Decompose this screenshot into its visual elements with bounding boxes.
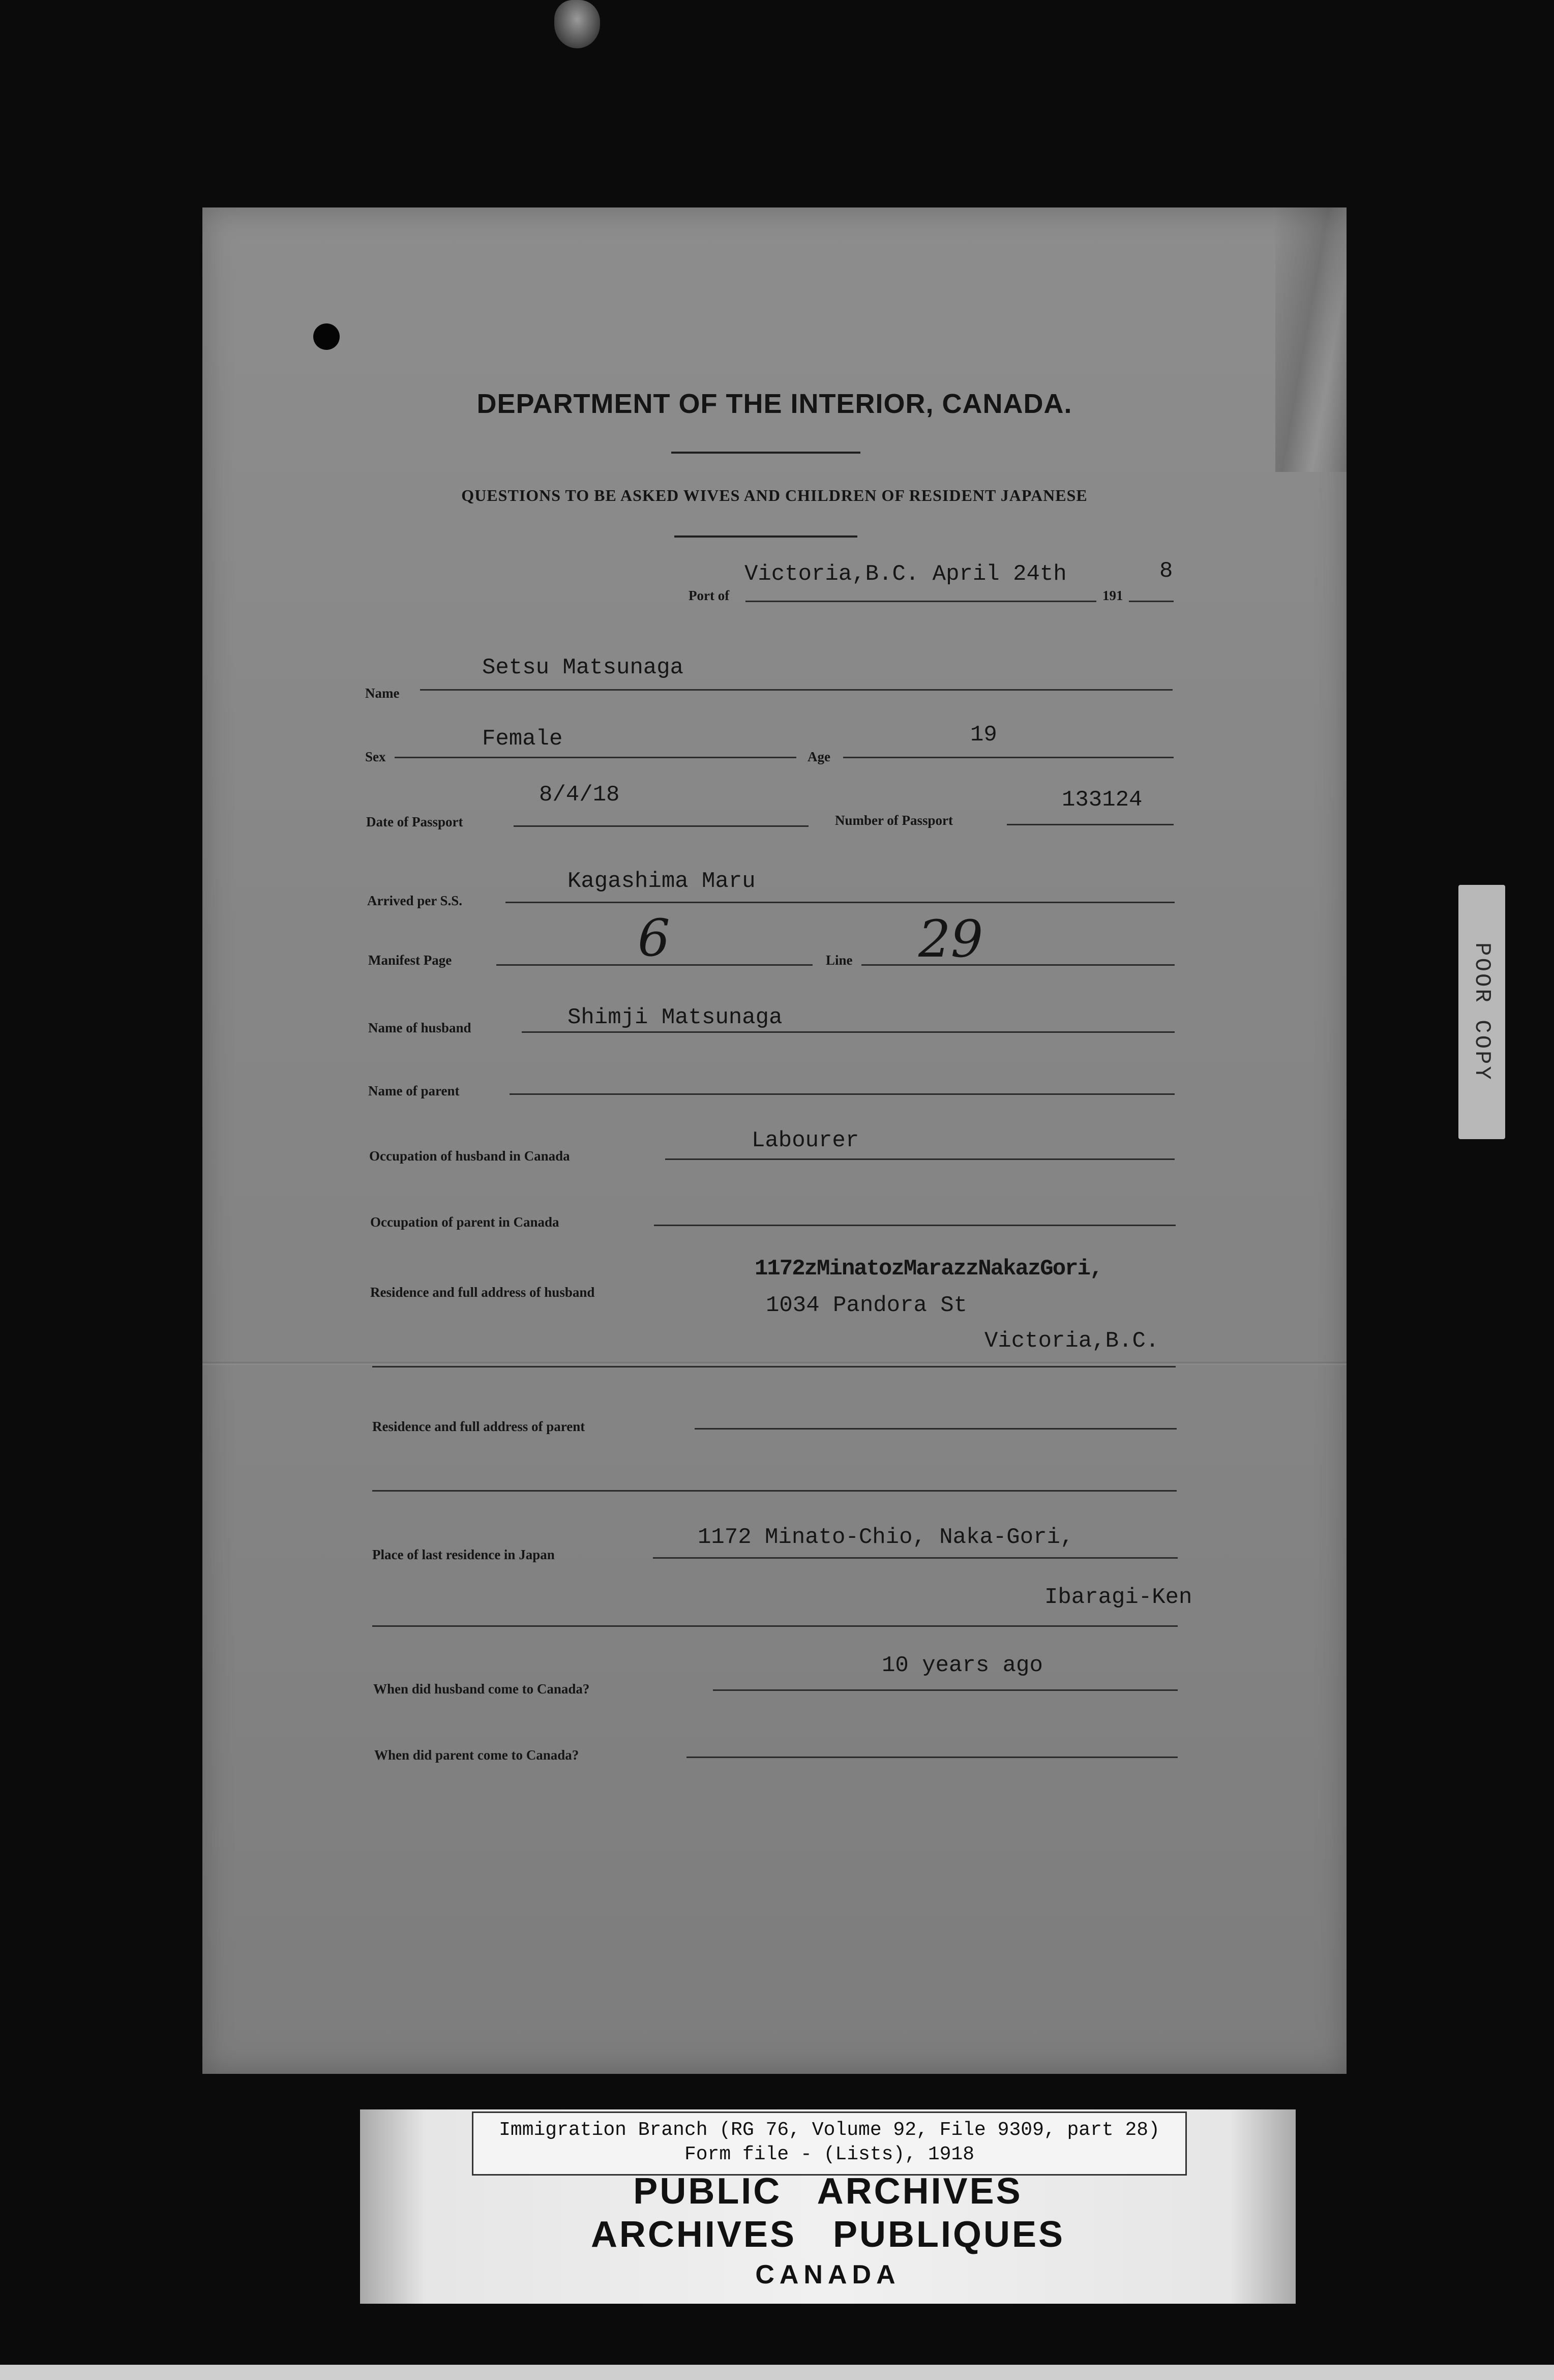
title-rule	[671, 452, 860, 454]
sex-line	[395, 757, 796, 758]
manifest-page-value: 6	[638, 908, 670, 968]
year-line	[1129, 601, 1174, 602]
residence-parent-label: Residence and full address of parent	[372, 1419, 585, 1434]
questions-title: QUESTIONS TO BE ASKED WIVES AND CHILDREN OF RESIDENT JAPANESE	[461, 486, 1088, 504]
husband-came-label: When did husband come to Canada?	[373, 1681, 590, 1697]
page-fold	[202, 1362, 1347, 1365]
residence-husband-struck: 1172zMinatozMarazzNakazGori,	[755, 1256, 1102, 1282]
parent-came-label: When did parent come to Canada?	[374, 1747, 579, 1763]
residence-husband-line2: Victoria,B.C.	[984, 1328, 1159, 1354]
line-value: 29	[918, 909, 983, 969]
line-line	[861, 964, 1175, 966]
occupation-husband-value: Labourer	[752, 1128, 859, 1153]
name-label: Name	[365, 686, 400, 701]
residence-husband-label: Residence and full address of husband	[370, 1285, 595, 1300]
arrived-line	[505, 902, 1175, 903]
age-line	[843, 757, 1174, 758]
sex-label: Sex	[365, 749, 386, 764]
parent-name-label: Name of parent	[368, 1083, 460, 1098]
husband-came-line	[713, 1689, 1178, 1691]
age-label: Age	[808, 749, 830, 764]
port-label: Port of	[689, 588, 730, 603]
last-residence-line-b	[372, 1625, 1178, 1627]
residence-parent-line1	[695, 1428, 1177, 1430]
occupation-husband-line	[665, 1158, 1175, 1160]
last-residence-line2: Ibaragi-Ken	[1044, 1585, 1192, 1610]
husband-came-value: 10 years ago	[882, 1653, 1043, 1678]
age-value: 19	[970, 722, 997, 748]
last-residence-label: Place of last residence in Japan	[372, 1547, 555, 1562]
punch-hole	[313, 323, 340, 350]
residence-parent-line2	[372, 1490, 1177, 1492]
occupation-parent-line	[654, 1225, 1176, 1226]
archive-reference-line1: Immigration Branch (RG 76, Volume 92, File 9309, part 28)	[499, 2119, 1160, 2141]
archive-country: CANADA	[755, 2260, 901, 2289]
passport-date-value: 8/4/18	[539, 782, 620, 808]
poor-copy-text: POOR COPY	[1469, 942, 1495, 1082]
sex-value: Female	[482, 726, 563, 752]
archive-title-en: PUBLIC ARCHIVES	[633, 2171, 1023, 2212]
arrived-value: Kagashima Maru	[567, 869, 756, 894]
year-value: 8	[1159, 558, 1173, 584]
poor-copy-stamp	[1458, 885, 1505, 1139]
pin-mark	[554, 0, 600, 48]
subtitle-rule	[674, 536, 857, 538]
port-value: Victoria,B.C. April 24th	[744, 561, 1067, 587]
year-label: 191	[1102, 588, 1123, 603]
bottom-strip	[0, 2365, 1554, 2380]
department-title: DEPARTMENT OF THE INTERIOR, CANADA.	[476, 389, 1072, 419]
occupation-husband-label: Occupation of husband in Canada	[369, 1148, 570, 1164]
parent-came-line	[686, 1757, 1178, 1758]
last-residence-line	[653, 1557, 1178, 1559]
residence-husband-line1: 1034 Pandora St	[766, 1293, 968, 1318]
residence-husband-line	[372, 1366, 1176, 1367]
passport-date-label: Date of Passport	[366, 814, 463, 829]
passport-number-label: Number of Passport	[835, 813, 953, 828]
name-value: Setsu Matsunaga	[482, 655, 684, 680]
husband-name-line	[522, 1031, 1175, 1033]
passport-number-line	[1007, 824, 1174, 825]
corner-curl	[1275, 207, 1347, 472]
parent-name-line	[510, 1093, 1175, 1095]
archive-title-fr: ARCHIVES PUBLIQUES	[590, 2214, 1065, 2255]
passport-date-line	[514, 825, 809, 827]
form-page	[202, 207, 1347, 2074]
archive-reference-label	[472, 2111, 1187, 2176]
husband-name-label: Name of husband	[368, 1020, 471, 1035]
archive-card	[360, 2109, 1296, 2304]
arrived-label: Arrived per S.S.	[367, 893, 462, 908]
occupation-parent-label: Occupation of parent in Canada	[370, 1214, 559, 1230]
husband-name-value: Shimji Matsunaga	[567, 1005, 783, 1030]
archive-reference-line2: Form file - (Lists), 1918	[684, 2144, 975, 2165]
line-label: Line	[826, 953, 853, 968]
name-line	[420, 689, 1173, 691]
passport-number-value: 133124	[1062, 787, 1143, 813]
last-residence-line1: 1172 Minato-Chio, Naka-Gori,	[698, 1525, 1074, 1550]
port-line	[745, 601, 1096, 602]
manifest-page-label: Manifest Page	[368, 953, 452, 968]
